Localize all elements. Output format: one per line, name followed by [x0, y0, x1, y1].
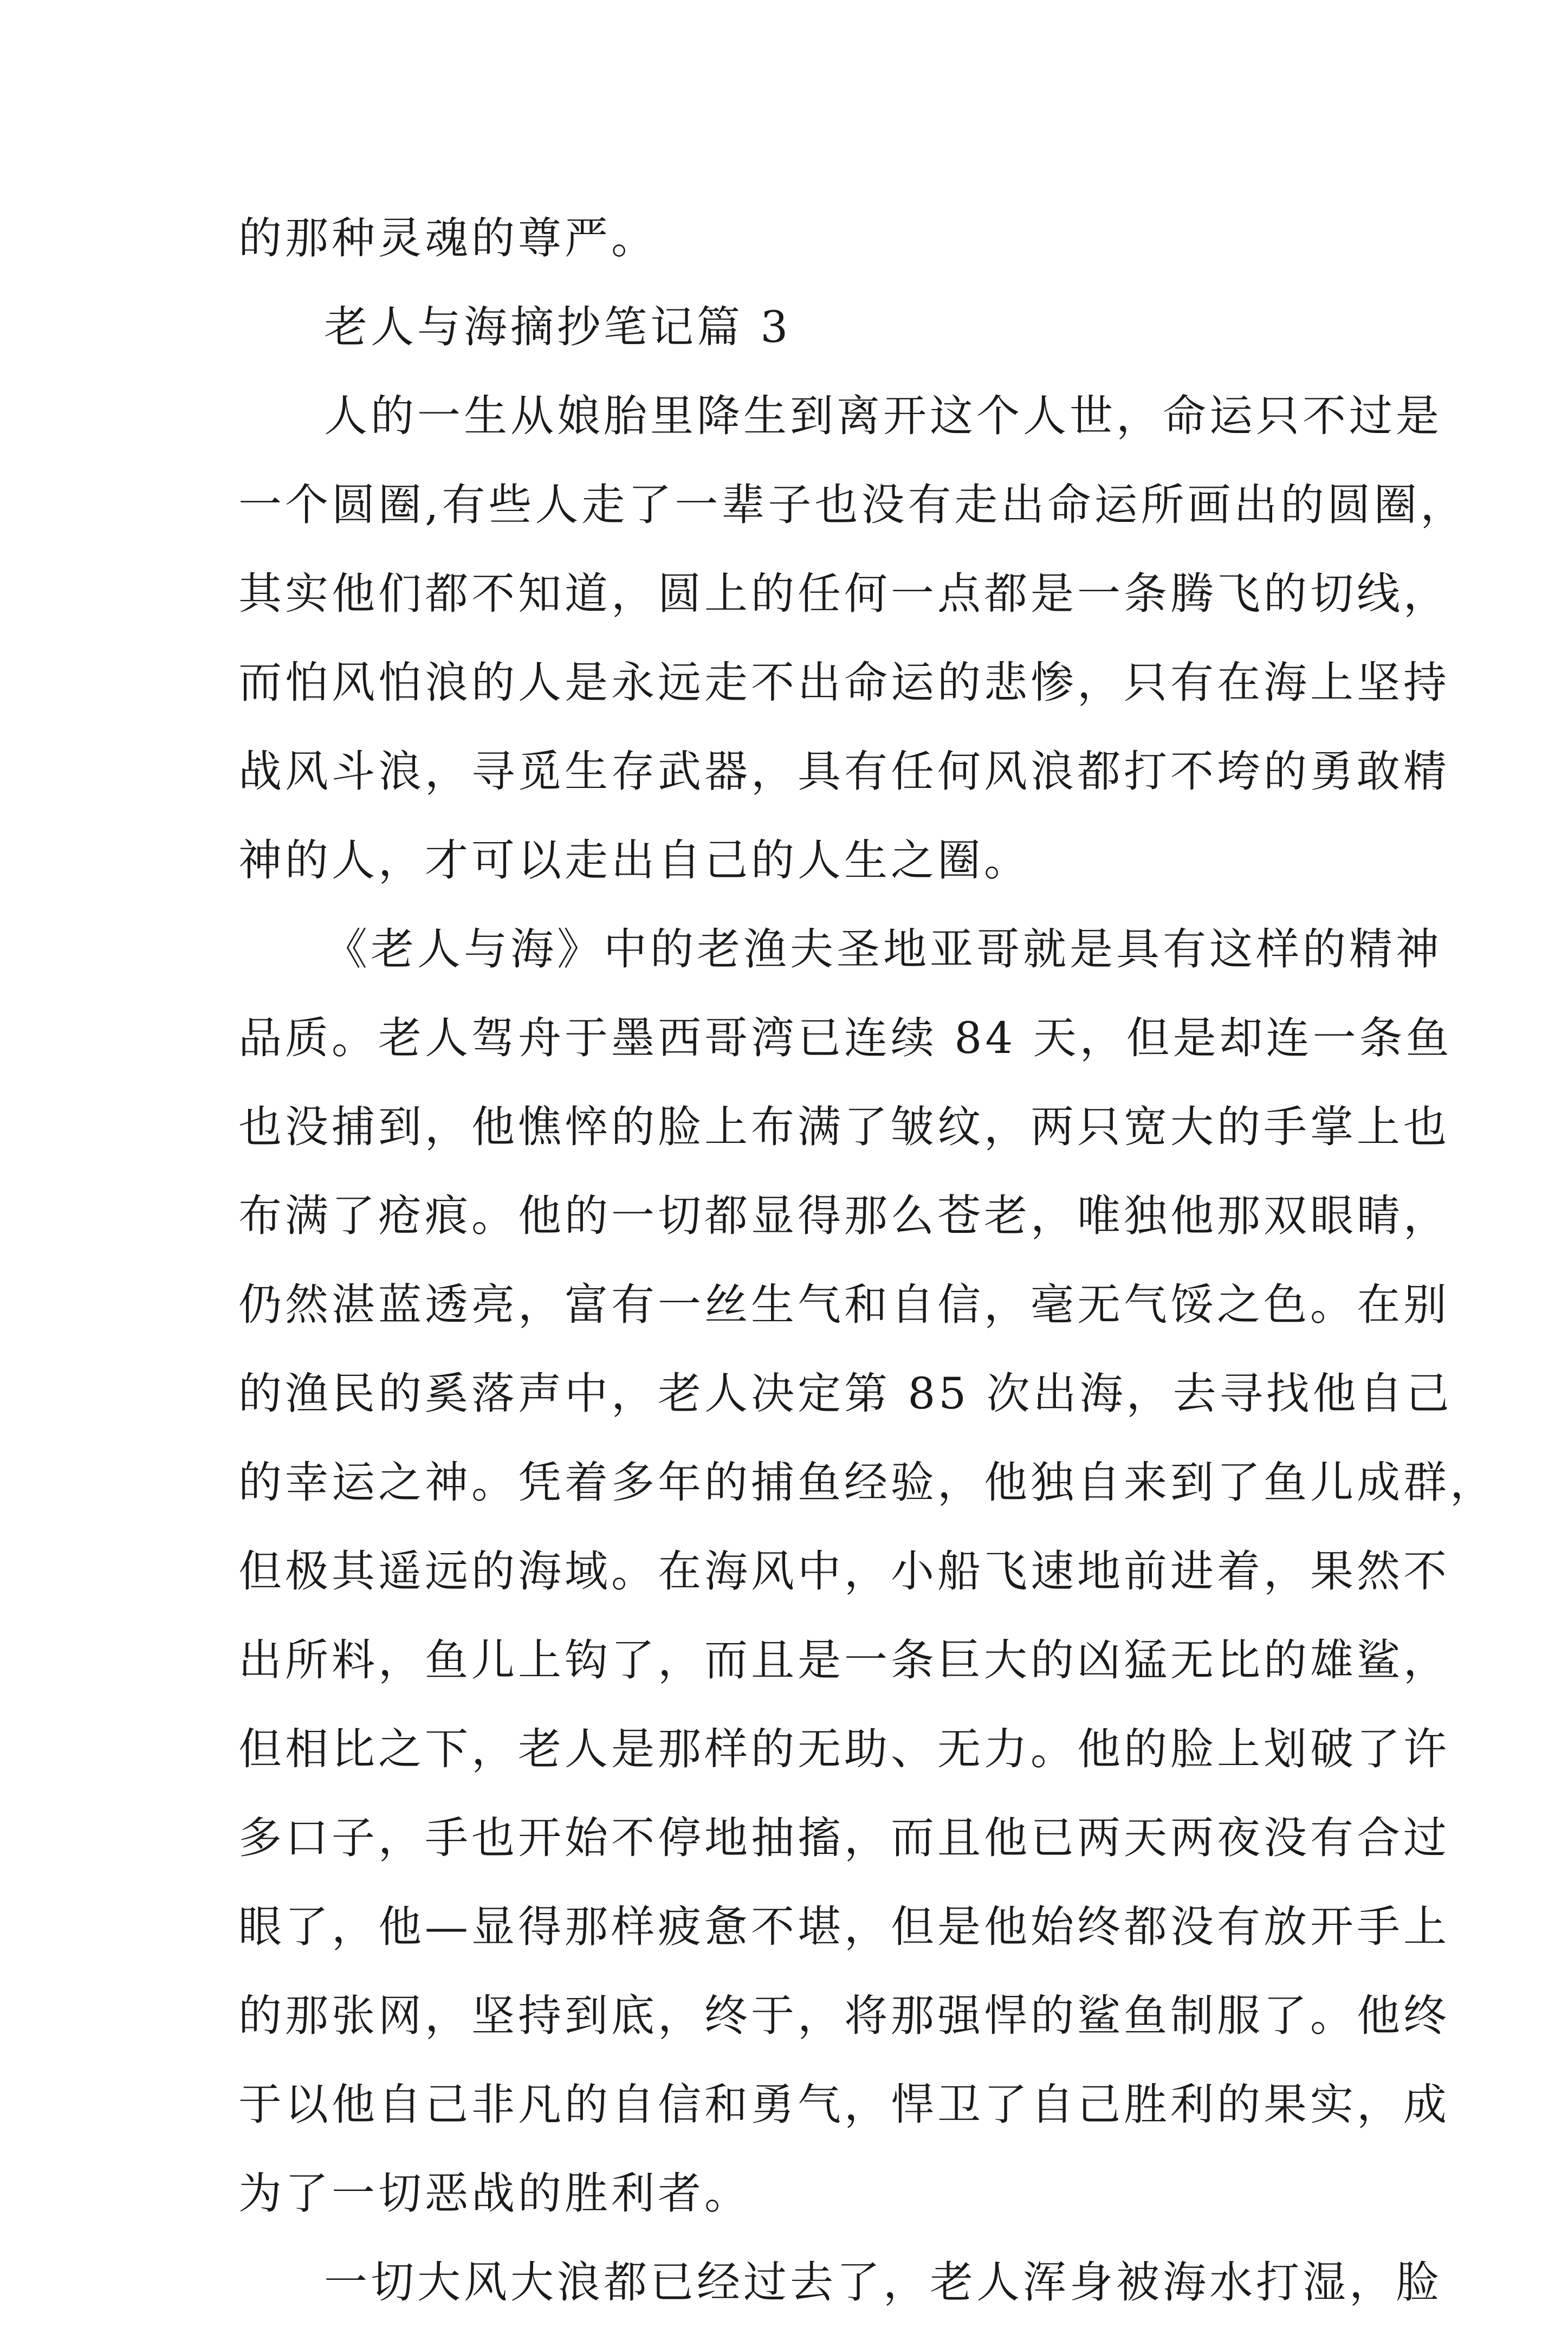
text-line: 为了一切恶战的胜利者。	[238, 2168, 751, 2219]
section-heading: 老人与海摘抄笔记篇 3	[324, 302, 792, 352]
text-line: 也没捕到，他憔悴的脸上布满了皱纹，两只宽大的手掌上也	[238, 1102, 1450, 1152]
text-line: 眼了，他—显得那样疲惫不堪，但是他始终都没有放开手上	[238, 1902, 1450, 1952]
text-line: 战风斗浪，寻觅生存武器，具有任何风浪都打不垮的勇敢精	[238, 746, 1450, 797]
text-line: 出所料，鱼儿上钩了，而且是一条巨大的凶猛无比的雄鲨，	[238, 1635, 1450, 1685]
text-line: 仍然湛蓝透亮，富有一丝生气和自信，毫无气馁之色。在别	[238, 1279, 1450, 1330]
text-line: 但极其遥远的海域。在海风中，小船飞速地前进着，果然不	[238, 1546, 1450, 1596]
text-line: 于以他自己非凡的自信和勇气，悍卫了自己胜利的果实，成	[238, 2079, 1450, 2130]
text-line: 人的一生从娘胎里降生到离开这个人世，命运只不过是	[324, 391, 1442, 441]
text-line: 其实他们都不知道，圆上的任何一点都是一条腾飞的切线，	[238, 568, 1450, 619]
text-line: 一个圆圈,有些人走了一辈子也没有走出命运所画出的圆圈，	[238, 480, 1467, 530]
text-line: 的幸运之神。凭着多年的捕鱼经验，他独自来到了鱼儿成群，	[238, 1457, 1496, 1508]
document-body	[238, 194, 1496, 2327]
text-line: 的那种灵魂的尊严。	[238, 213, 658, 263]
text-line: 的那张网，坚持到底，终于，将那强悍的鲨鱼制服了。他终	[238, 1990, 1450, 2041]
text-line: 品质。老人驾舟于墨西哥湾已连续 84 天，但是却连一条鱼	[238, 1013, 1453, 1063]
text-line: 布满了疮痕。他的一切都显得那么苍老，唯独他那双眼睛，	[238, 1191, 1450, 1241]
text-line: 《老人与海》中的老渔夫圣地亚哥就是具有这样的精神	[324, 924, 1442, 974]
text-line: 的渔民的奚落声中，老人决定第 85 次出海，去寻找他自己	[238, 1368, 1453, 1419]
text-line: 神的人，才可以走出自己的人生之圈。	[238, 835, 1031, 885]
text-line: 而怕风怕浪的人是永远走不出命运的悲惨，只有在海上坚持	[238, 657, 1450, 708]
text-line: 一切大风大浪都已经过去了，老人浑身被海水打湿，脸	[324, 2257, 1442, 2307]
text-line: 但相比之下，老人是那样的无助、无力。他的脸上划破了许	[238, 1724, 1450, 1774]
text-line: 多口子，手也开始不停地抽搐，而且他已两天两夜没有合过	[238, 1813, 1450, 1863]
